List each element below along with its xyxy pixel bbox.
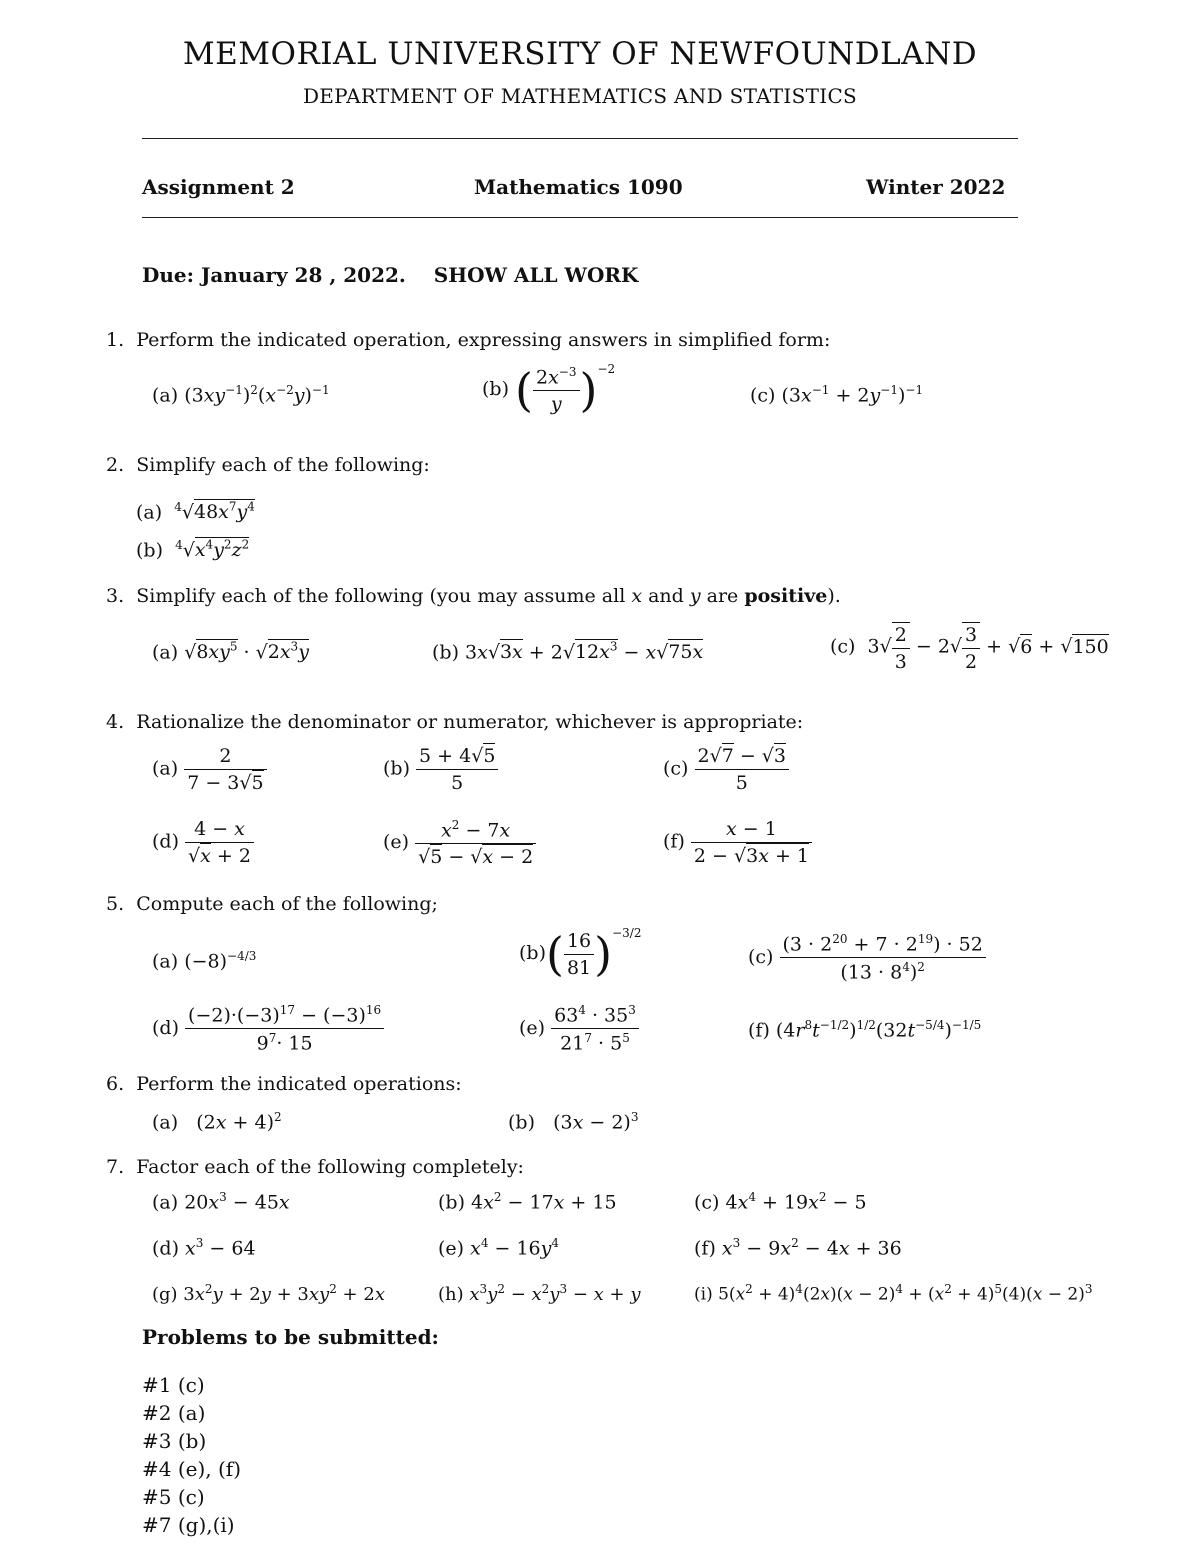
submitted-item: #4 (e), (f) [142, 1457, 242, 1481]
problem-number: 6. [106, 1073, 125, 1095]
show-work: SHOW ALL WORK [433, 263, 639, 287]
p5-part-b: (b)( $\frac{16}{81}$ )$^{-3/2}$ [519, 926, 642, 981]
problem-text: Compute each of the following; [136, 893, 438, 915]
p7-part-i: (i) $5(x^2 + 4)^4(2x)(x - 2)^4 + (x^2 + 4)^5(4)(x - 2)^3$ [694, 1282, 1093, 1305]
assignment-label: Assignment 2 [142, 175, 295, 199]
course-label: Mathematics 1090 [474, 175, 683, 199]
p7-part-g: (g) $3x^2y + 2y + 3xy^2 + 2x$ [152, 1282, 385, 1305]
problem-text: Perform the indicated operations: [136, 1073, 462, 1095]
submitted-item: #1 (c) [142, 1373, 205, 1397]
p7-part-c: (c) $4x^4 + 19x^2 - 5$ [694, 1190, 867, 1214]
p7-part-d: (d) $x^3 - 64$ [152, 1236, 256, 1260]
p7-part-e: (e) $x^4 - 16y^4$ [438, 1236, 560, 1260]
p5-part-d: (d) $\frac{(-2)\cdot(-3)^{17} - (-3)^{16}}{9^7\cdot 15}$ [152, 1003, 384, 1055]
problem-number: 7. [106, 1156, 125, 1178]
submitted-list [142, 1371, 241, 1539]
p2-part-a: (a) $^4√48x^7y^4$ [136, 500, 255, 524]
p3-part-c: (c) 3√ $\frac{2}{3}$ − 2√ $\frac{3}{2}$ + √6 + √150 [830, 624, 1109, 673]
p7-part-a: (a) $20x^3 - 45x$ [152, 1190, 290, 1214]
p4-part-b: (b) $\frac{5 + 4√5}{5}$ [383, 745, 498, 794]
problem-number: 5. [106, 893, 125, 915]
p6-part-b: (b) $(3x - 2)^3$ [508, 1110, 639, 1134]
p3-part-a: (a) $√8xy^5 \cdot √2x^3y$ [152, 640, 309, 664]
submitted-item: #5 (c) [142, 1485, 205, 1509]
p1-part-c: (c) $(3x^{-1} + 2y^{-1})^{-1}$ [750, 383, 924, 407]
p5-part-f: (f) $(4r^8t^{-1/2})^{1/2}(32t^{-5/4})^{-1/5}$ [748, 1018, 982, 1042]
p4-part-e: (e) $\frac{x^2 - 7x}{√5 - √x - 2}$ [383, 818, 536, 868]
p7-part-h: (h) $x^3y^2 - x^2y^3 - x + y$ [438, 1282, 641, 1305]
p5-part-c: (c) $\frac{(3 \cdot 2^{20} + 7 \cdot 2^{19}) \cdot 52}{(13 \cdot 8^4)^2}$ [748, 932, 986, 984]
p2-part-b: (b) $^4√x^4y^2z^2$ [136, 538, 250, 562]
problem-text: Factor each of the following completely: [136, 1156, 524, 1178]
problem-7 [106, 1156, 524, 1178]
p6-part-a: (a) $(2x + 4)^2$ [152, 1110, 282, 1134]
p4-part-a: (a) $\frac{2}{7 - 3√5}$ [152, 745, 267, 794]
p5-part-a: (a) $(-8)^{-4/3}$ [152, 949, 257, 973]
problem-text: Perform the indicated operation, expressing answers in simplified form: [136, 329, 831, 351]
submitted-item: #2 (a) [142, 1401, 206, 1425]
problem-3: 3. Simplify each of the following (you may assume all x and y are positive). [106, 585, 841, 607]
department-title: DEPARTMENT OF MATHEMATICS AND STATISTICS [302, 84, 858, 108]
problem-4 [106, 711, 803, 733]
p4-part-c: (c) $\frac{2√7 - √3}{5}$ [663, 745, 789, 794]
submitted-item: #3 (b) [142, 1429, 207, 1453]
problem-number: 3. [106, 585, 125, 607]
positive-bold: positive [744, 585, 828, 607]
submitted-item: #7 (g),(i) [142, 1513, 235, 1537]
problem-2 [106, 454, 430, 476]
p1-part-a: (a) $(3xy^{-1})^2(x^{-2}y)^{-1}$ [152, 383, 330, 407]
p3-part-b: (b) $3x√3x + 2√12x^3 - x√75x$ [432, 640, 704, 664]
p4-part-d: (d) $\frac{4 - x}{√x + 2}$ [152, 818, 254, 867]
problem-6 [106, 1073, 462, 1095]
problem-number: 4. [106, 711, 125, 733]
p4-part-f: (f) $\frac{x - 1}{2 - √3x + 1}$ [663, 818, 812, 867]
p1-part-b: (b) ( $\frac{2x^{-3}}{y}$ )$^{-2}$ [482, 362, 616, 417]
bottom-rule [142, 217, 1018, 218]
submitted-heading: Problems to be submitted: [142, 1325, 439, 1349]
p7-part-b: (b) $4x^2 - 17x + 15$ [438, 1190, 617, 1214]
problem-text: Rationalize the denominator or numerator, whichever is appropriate: [136, 711, 804, 733]
problem-1 [106, 329, 830, 351]
term-label: Winter 2022 [866, 175, 1006, 199]
university-title: MEMORIAL UNIVERSITY OF NEWFOUNDLAND [182, 36, 978, 72]
due-date: Due: January 28 , 2022. [142, 263, 406, 287]
top-rule [142, 138, 1018, 139]
due-line [142, 263, 638, 287]
p5-part-e: (e) $\frac{63^4 \cdot 35^3}{21^7 \cdot 5^5}$ [519, 1003, 639, 1055]
problem-number: 2. [106, 454, 125, 476]
problem-text: Simplify each of the following: [136, 454, 430, 476]
problem-5 [106, 893, 438, 915]
p7-part-f: (f) $x^3 - 9x^2 - 4x + 36$ [694, 1236, 902, 1260]
problem-number: 1. [106, 329, 125, 351]
